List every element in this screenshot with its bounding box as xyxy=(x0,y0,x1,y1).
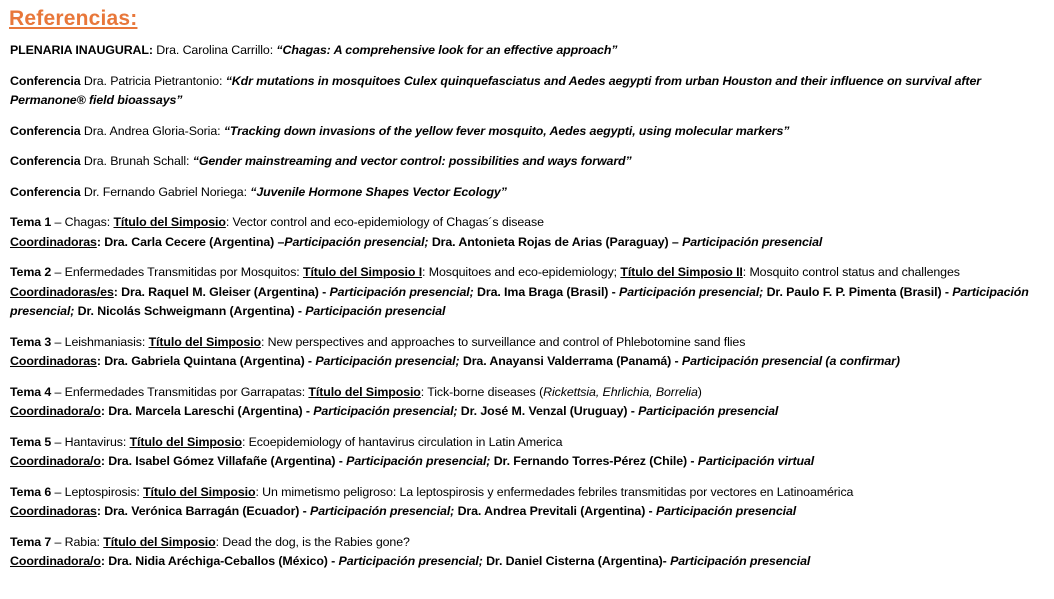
coord-name: : Dra. Carla Cecere (Argentina) – xyxy=(96,234,285,249)
coord-line xyxy=(10,352,1050,372)
participation: Participación presencial; xyxy=(310,504,458,518)
coord-name: Dra. Antonieta Rojas de Arias (Paraguay) – xyxy=(431,234,683,249)
coord-name: Dr. Nicolás Schweigmann (Argentina) - xyxy=(77,304,306,318)
coord-name: Dr. Daniel Cisterna (Argentina)- xyxy=(486,554,671,568)
tema-label: Tema 5 xyxy=(10,434,52,449)
coord-name: : Dra. Marcela Lareschi (Argentina) - xyxy=(100,404,314,418)
coord-label: Coordinadora/o xyxy=(10,404,101,418)
tema-line xyxy=(10,333,1050,353)
conference-label: Conferencia xyxy=(10,73,81,88)
conference-speaker: Dra. Brunah Schall: xyxy=(83,154,190,168)
coord-label: Coordinadoras xyxy=(10,354,97,368)
participation: Participación presencial; xyxy=(10,284,1029,318)
tema-topic: – Leptospirosis: xyxy=(51,484,144,499)
simposio-label: Título del Simposio xyxy=(148,334,261,349)
participation: Participación presencial xyxy=(682,234,823,249)
coord-line xyxy=(10,402,1050,422)
participation: Participación presencial; xyxy=(346,454,494,468)
conference-label: Conferencia xyxy=(10,184,81,199)
simposio-title-italic: Rickettsia, Ehrlichia, Borrelia xyxy=(543,384,698,399)
page-title: Referencias: xyxy=(9,7,138,30)
coord-line xyxy=(10,233,1050,253)
tema-block xyxy=(10,433,1050,472)
coord-name: Dra. Anayansi Valderrama (Panamá) - xyxy=(462,354,682,368)
conference-talk: “Gender mainstreaming and vector control: possibilities and ways forward” xyxy=(192,154,632,168)
tema-line xyxy=(10,483,1050,503)
conference-label: Conferencia xyxy=(10,123,81,138)
conference-talk: “Chagas: A comprehensive look for an effective approach” xyxy=(276,43,618,57)
tema-block xyxy=(10,333,1050,372)
simposio-title: : Dead the dog, is the Rabies gone? xyxy=(215,534,410,549)
conference-speaker: Dra. Carolina Carrillo: xyxy=(156,43,274,57)
simposio-title-end: ) xyxy=(697,384,702,399)
coord-label: Coordinadora/o xyxy=(10,554,101,568)
conference-item xyxy=(10,183,1050,203)
conference-talk: “Kdr mutations in mosquitoes Culex quinquefasciatus and Aedes aegypti from urban Houston and their influence on survival after Permanone® field bioassays” xyxy=(10,73,981,107)
simposio-title: : Vector control and eco-epidemiology of Chagas´s disease xyxy=(225,215,544,229)
participation: Participación presencial; xyxy=(619,284,767,299)
tema-label: Tema 6 xyxy=(10,484,52,499)
tema-line xyxy=(10,213,1050,233)
simposio-title: : Ecoepidemiology of hantavirus circulation in Latin America xyxy=(241,434,563,449)
tema-line xyxy=(10,383,1050,403)
tema-label: Tema 2 xyxy=(10,265,52,279)
coord-line xyxy=(10,502,1050,522)
simposio-title: : Tick-borne diseases ( xyxy=(420,384,544,399)
coord-name: : Dra. Raquel M. Gleiser (Argentina) - xyxy=(113,284,330,299)
coord-name: : Dra. Nidia Aréchiga-Ceballos (México) - xyxy=(100,554,339,568)
simposio-label: Título del Simposio xyxy=(143,484,256,499)
coord-name: Dr. Paulo F. P. Pimenta (Brasil) - xyxy=(766,284,953,299)
coord-label: Coordinadoras/es xyxy=(10,284,114,299)
tema-block xyxy=(10,213,1050,252)
tema-topic: – Enfermedades Transmitidas por Mosquitos: xyxy=(51,265,303,279)
coord-name: Dra. Andrea Previtali (Argentina) - xyxy=(457,504,656,518)
tema-line xyxy=(10,263,1050,283)
conference-speaker: Dra. Andrea Gloria-Soria: xyxy=(83,123,221,138)
participation: Participación presencial (a confirmar) xyxy=(681,354,900,368)
coord-name: Dr. Fernando Torres-Pérez (Chile) - xyxy=(493,454,698,468)
tema-block xyxy=(10,533,1050,572)
coord-name: : Dra. Gabriela Quintana (Argentina) - xyxy=(96,354,316,368)
simposio-label: Título del Simposio xyxy=(113,215,226,229)
coord-label: Coordinadora/o xyxy=(10,454,101,468)
document xyxy=(10,6,1050,583)
conference-speaker: Dr. Fernando Gabriel Noriega: xyxy=(83,184,247,199)
conference-item xyxy=(10,152,1050,172)
conference-label: PLENARIA INAUGURAL: xyxy=(10,43,153,57)
simposio-label: Título del Simposio I xyxy=(302,265,423,279)
coord-label: Coordinadoras xyxy=(10,234,97,249)
participation: Participación presencial; xyxy=(313,404,461,418)
conference-item xyxy=(10,72,1050,111)
tema-line xyxy=(10,433,1050,453)
coord-line xyxy=(10,452,1050,472)
participation: Participación presencial xyxy=(305,304,446,318)
tema-label: Tema 7 xyxy=(10,534,52,549)
tema-topic: – Rabia: xyxy=(51,534,104,549)
simposio-title: : New perspectives and approaches to surveillance and control of Phlebotomine sand flies xyxy=(260,334,746,349)
conference-label: Conferencia xyxy=(10,154,81,168)
conference-speaker: Dra. Patricia Pietrantonio: xyxy=(83,73,223,88)
tema-block xyxy=(10,483,1050,522)
simposio-title: : Mosquitoes and eco-epidemiology; xyxy=(422,265,621,279)
simposio-title: : Mosquito control status and challenges xyxy=(742,265,960,279)
tema-topic: – Enfermedades Transmitidas por Garrapatas: xyxy=(51,384,309,399)
simposio-label: Título del Simposio xyxy=(129,434,242,449)
coord-line xyxy=(10,283,1050,322)
coord-line xyxy=(10,552,1050,572)
conference-item xyxy=(10,122,1050,142)
participation: Participación presencial; xyxy=(338,554,487,568)
coord-label: Coordinadoras xyxy=(10,504,97,518)
participation: Participación presencial; xyxy=(329,284,478,299)
tema-label: Tema 4 xyxy=(10,384,52,399)
tema-label: Tema 3 xyxy=(10,334,52,349)
coord-name: : Dra. Verónica Barragán (Ecuador) - xyxy=(96,504,311,518)
conference-talk: “Juvenile Hormone Shapes Vector Ecology” xyxy=(250,184,507,199)
conference-talk: “Tracking down invasions of the yellow fever mosquito, Aedes aegypti, using molecular markers” xyxy=(223,123,790,138)
coord-name: : Dra. Isabel Gómez Villafañe (Argentina) - xyxy=(100,454,347,468)
participation: Participación virtual xyxy=(697,454,815,468)
simposio-label: Título del Simposio xyxy=(308,384,421,399)
participation: Participación presencial; xyxy=(284,234,432,249)
tema-topic: – Chagas: xyxy=(51,215,114,229)
tema-block xyxy=(10,383,1050,422)
tema-label: Tema 1 xyxy=(10,215,52,229)
coord-name: Dr. José M. Venzal (Uruguay) - xyxy=(460,404,639,418)
simposio-label: Título del Simposio xyxy=(103,534,216,549)
participation: Participación presencial; xyxy=(315,354,463,368)
coord-name: Dra. Ima Braga (Brasil) - xyxy=(477,284,620,299)
participation: Participación presencial xyxy=(670,554,811,568)
simposio-title: : Un mimetismo peligroso: La leptospirosis y enfermedades febriles transmitidas por vectores en Latinoamérica xyxy=(255,484,854,499)
tema-topic: – Leishmaniasis: xyxy=(51,334,149,349)
conference-item xyxy=(10,41,1050,61)
tema-block xyxy=(10,263,1050,322)
participation: Participación presencial xyxy=(655,504,797,518)
tema-topic: – Hantavirus: xyxy=(51,434,130,449)
simposio-label: Título del Simposio II xyxy=(620,265,743,279)
participation: Participación presencial xyxy=(638,404,779,418)
tema-line xyxy=(10,533,1050,553)
